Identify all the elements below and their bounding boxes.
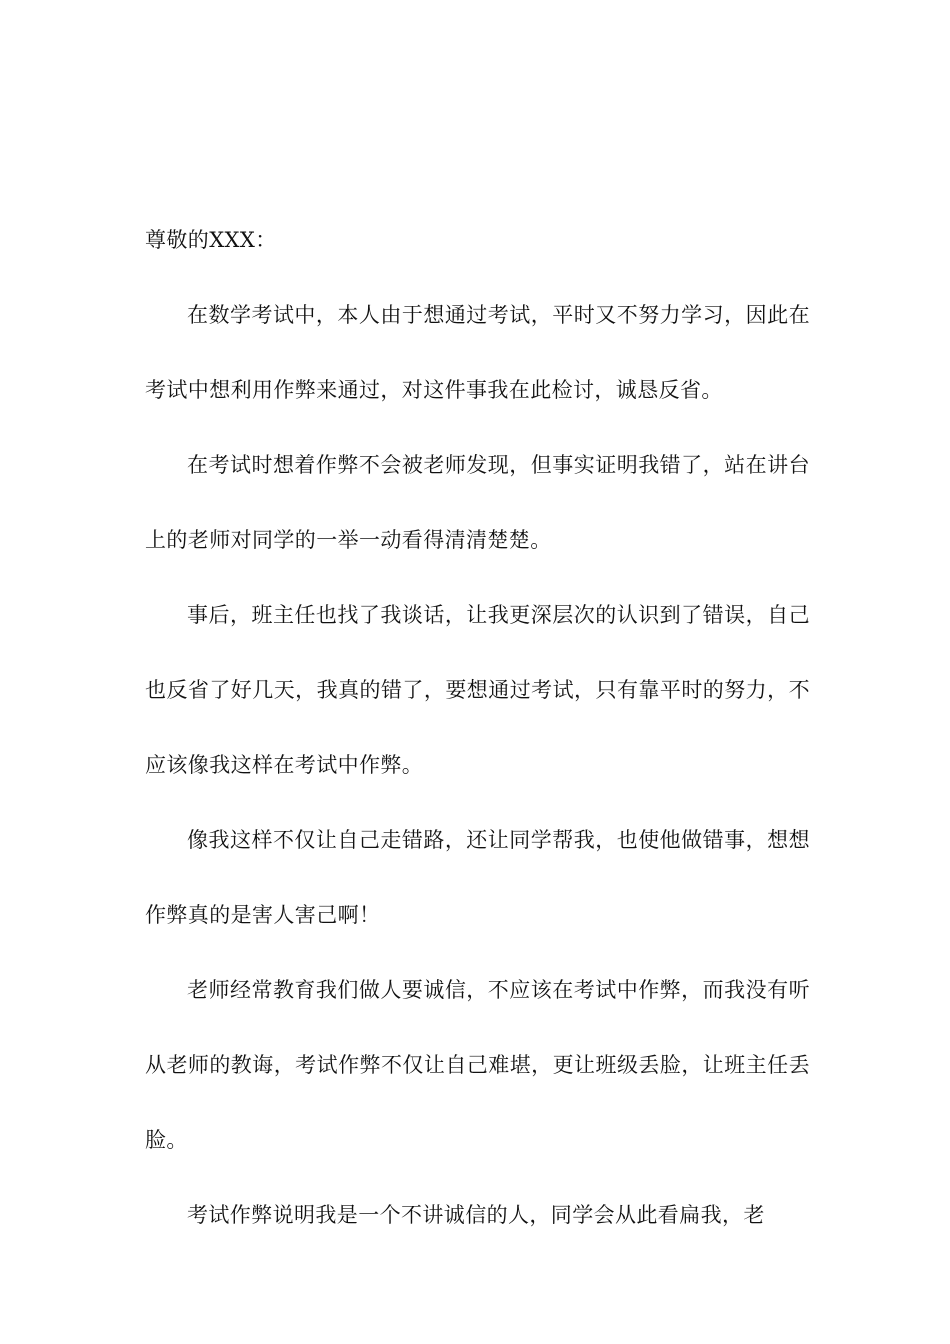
paragraph-6: 考试作弊说明我是一个不讲诚信的人，同学会从此看扁我，老	[187, 1203, 765, 1227]
salutation: 尊敬的XXX：	[145, 228, 277, 252]
paragraph-4: 像我这样不仅让自己走错路，还让同学帮我，也使他做错事，想想作弊真的是害人害己啊！	[145, 828, 810, 927]
paragraph-2: 在考试时想着作弊不会被老师发现，但事实证明我错了，站在讲台上的老师对同学的一举一动看得清清楚楚。	[145, 453, 810, 552]
paragraph-1: 在数学考试中，本人由于想通过考试，平时又不努力学习，因此在考试中想利用作弊来通过，对这件事我在此检讨，诚恳反省。	[145, 303, 810, 402]
paragraph-5: 老师经常教育我们做人要诚信，不应该在考试中作弊，而我没有听从老师的教诲，考试作弊不仅让自己难堪，更让班级丢脸，让班主任丢脸。	[145, 978, 810, 1152]
paragraph-3: 事后，班主任也找了我谈话，让我更深层次的认识到了错误，自己也反省了好几天，我真的错了，要想通过考试，只有靠平时的努力，不应该像我这样在考试中作弊。	[145, 603, 810, 777]
letter-body	[145, 203, 810, 1253]
